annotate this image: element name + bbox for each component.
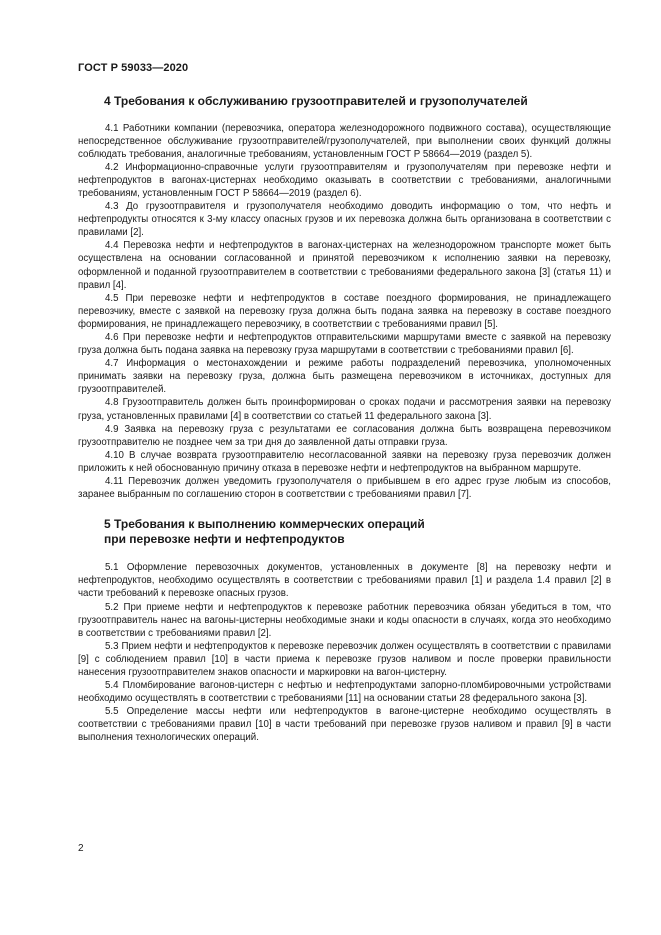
document-body — [78, 94, 611, 745]
paragraph-4-4: 4.4 Перевозка нефти и нефтепродуктов в вагонах-цистернах на железнодорожном транспорте может быть осуществлена на основании согласованной и принятой перевозчиком к исполнению заявки на перевозку, оформленной и поданной грузоотправителем в соответствии с требованиями федерального закона [3] (статья 11) и правил [4]. — [78, 240, 611, 291]
paragraph-4-6: 4.6 При перевозке нефти и нефтепродуктов отправительскими маршрутами вместе с заявкой на перевозку груза должна быть подана заявка на перевозку груза маршрутами в соответствии с требованиями правил [6]. — [78, 332, 611, 357]
paragraph-4-5: 4.5 При перевозке нефти и нефтепродуктов в составе поездного формирования, не принадлежащего перевозчику, вместе с заявкой на перевозку груза должна быть подана заявка на перевозку в составе поездного формирования, не принадлежащего перевозчику, в соответствии с требованиями правил [5]. — [78, 292, 611, 330]
paragraph-5-5: 5.5 Определение массы нефти или нефтепродуктов в вагоне-цистерне необходимо осуществлять в соответствии с требованиями правил [10] в части требований при перевозке грузов наливом и правил [9] в части выполнения технологических операций. — [78, 706, 611, 744]
paragraph-4-8: 4.8 Грузоотправитель должен быть проинформирован о сроках подачи и рассмотрения заявки на перевозку груза, установленных правилами [4] в соответствии со статьей 11 федерального закона [3]. — [78, 397, 611, 422]
paragraph-5-3: 5.3 Прием нефти и нефтепродуктов к перевозке перевозчик должен осуществлять в соответствии с правилами [9] с соблюдением правил [10] в части приема к перевозке грузов наливом и после проверки правильности нанесения грузоотправителем знаков опасности и маркировки на вагон-цистерну. — [78, 640, 611, 678]
paragraph-4-11: 4.11 Перевозчик должен уведомить грузополучателя о прибывшем в его адрес грузе любым из способов, заранее выбранным по соглашению сторон в соответствии с требованиями правил [7]. — [78, 476, 611, 501]
paragraph-5-2: 5.2 При приеме нефти и нефтепродуктов к перевозке работник перевозчика обязан убедиться в том, что грузоотправитель нанес на вагоны-цистерны необходимые знаки и коды опасности в случаях, когда это необходимо в соответствии с требованиями правил [2]. — [78, 601, 611, 639]
document-code-header: ГОСТ Р 59033—2020 — [78, 62, 189, 74]
paragraph-4-7: 4.7 Информация о местонахождении и режиме работы подразделений перевозчика, уполномоченных принимать заявки на перевозку груза, должна быть размещена перевозчиком в источниках, доступных для грузоотправителей. — [78, 358, 611, 396]
section-5-title-line-2: при перевозке нефти и нефтепродуктов — [104, 531, 345, 546]
section-5-title — [78, 517, 611, 546]
paragraph-5-1: 5.1 Оформление перевозочных документов, установленных в документе [8] на перевозку нефти и нефтепродуктов, необходимо осуществлять в соответствии с требованиями правил [1] и раздела 1.4 правил [2] в части требований к перевозке опасных грузов. — [78, 562, 611, 600]
paragraph-4-1: 4.1 Работники компании (перевозчика, оператора железнодорожного подвижного состава), осуществляющие непосредственное обслуживание грузоотправителей/грузополучателей, при выполнении своих функций должны соблюдать требования, аналогичные требованиям, установленным ГОСТ Р 58664—2019 (раздел 5). — [78, 122, 611, 160]
paragraph-4-2: 4.2 Информационно-справочные услуги грузоотправителям и грузополучателям при перевозке нефти и нефтепродуктов в вагонах-цистернах необходимо оказывать в соответствии с требованиями, аналогичными требованиям, установленным ГОСТ Р 58664—2019 (раздел 6). — [78, 161, 611, 199]
section-4-title: 4 Требования к обслуживанию грузоотправителей и грузополучателей — [104, 94, 528, 108]
paragraph-4-9: 4.9 Заявка на перевозку груза с результатами ее согласования должна быть возвращена перевозчиком грузоотправителю не позднее чем за три дня до заявленной даты отправки груза. — [78, 423, 611, 448]
page-number: 2 — [78, 843, 84, 854]
paragraph-4-10: 4.10 В случае возврата грузоотправителю несогласованной заявки на перевозку груза перевозчик должен приложить к ней обоснованную причину отказа в перевозке нефти и нефтепродуктов на выбранном маршруте. — [78, 449, 611, 474]
paragraph-5-4: 5.4 Пломбирование вагонов-цистерн с нефтью и нефтепродуктами запорно-пломбировочными устройствами необходимо осуществлять в соответствии с требованиями [11] на основании статьи 28 федерального закона [3]. — [78, 680, 611, 705]
section-5-title-line-1: 5 Требования к выполнению коммерческих операций — [104, 517, 425, 532]
paragraph-4-3: 4.3 До грузоотправителя и грузополучателя необходимо доводить информацию о том, что нефть и нефтепродукты относятся к 3-му классу опасных грузов и их перевозка должна быть организована в соответствии с правилами [2]. — [78, 201, 611, 239]
